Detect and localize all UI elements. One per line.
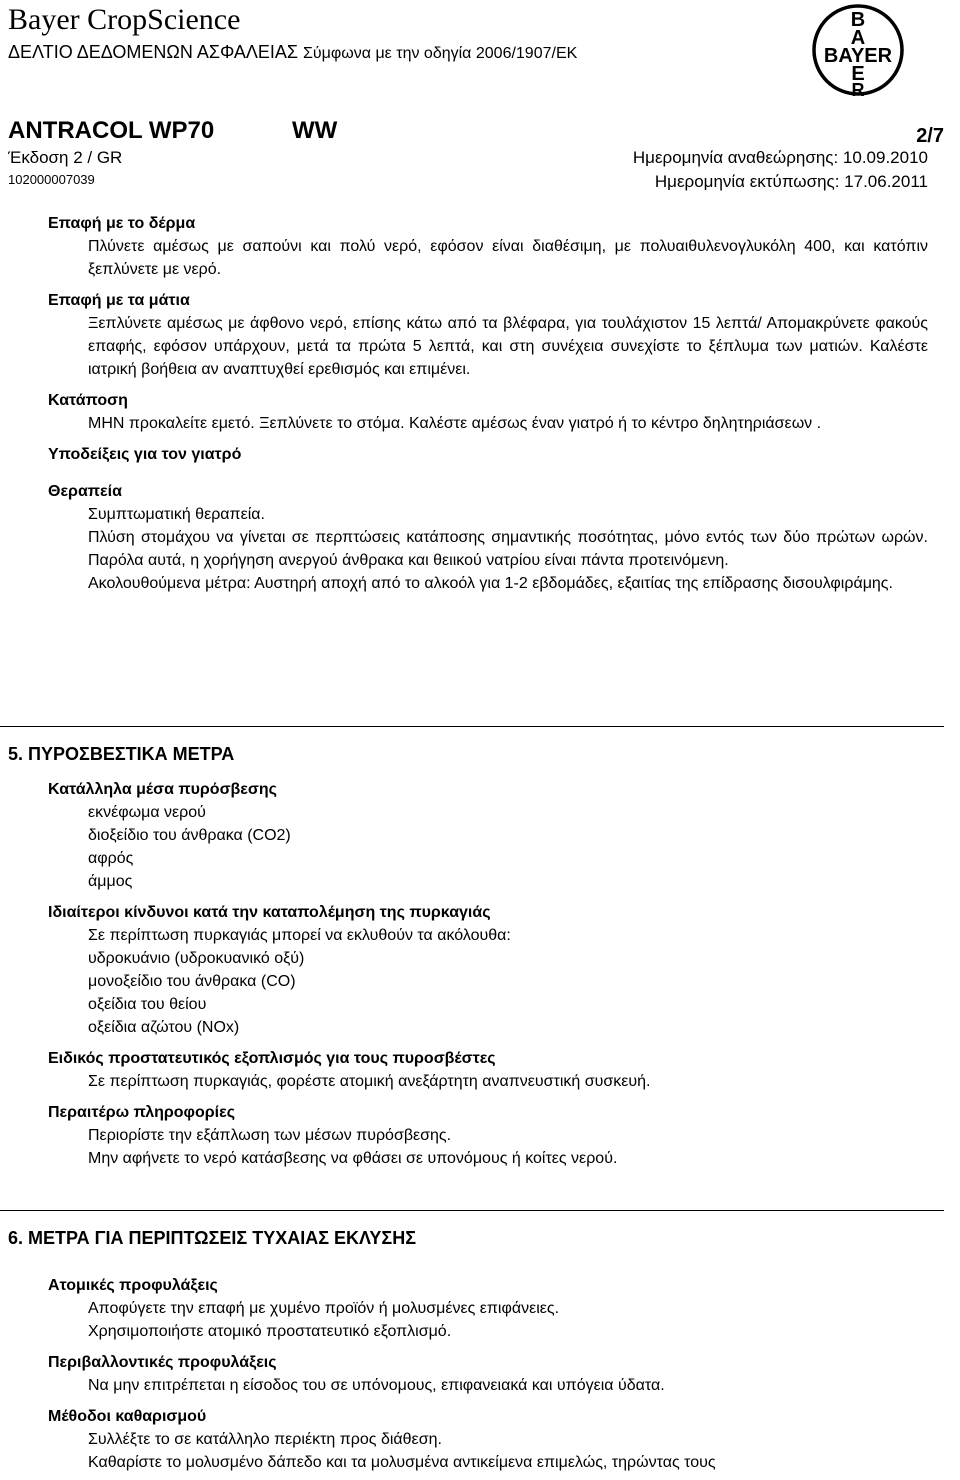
personal-precautions-item: Χρησιμοποιήστε ατομικό προστατευτικό εξοπλισμό.: [88, 1323, 452, 1340]
extinguishing-media-item: διοξείδιο του άνθρακα (CO2): [88, 827, 291, 844]
treatment-line: Πλύση στομάχου να γίνεται σε περπτώσεις κατάποσης σημαντικής ποσότητας, μόνο εντός των δύο πρώτων ωρών. Παρόλα αυτά, η χορήγηση ανεργού άνθρακα και θειικού νατρίου είναι πάντα προτεινόμενη.: [88, 529, 928, 569]
environmental-precautions-text: Να μην επιτρέπεται η είσοδος του σε υπόνομους, επιφανειακά και υπόγεια ύδατα.: [88, 1377, 665, 1394]
extinguishing-media-item: άμμος: [88, 873, 133, 890]
fire-hazards-item: Σε περίπτωση πυρκαγιάς μπορεί να εκλυθούν τα ακόλουθα:: [88, 927, 511, 944]
extinguishing-media-item: αφρός: [88, 850, 134, 867]
fire-hazards-item: μονοξείδιο του άνθρακα (CO): [88, 973, 296, 990]
skin-contact-text: Πλύνετε αμέσως με σαπούνι και πολύ νερό, εφόσον είναι διαθέσιμη, με πολυαιθυλενογλυκόλη 400, και κατόπιν ξεπλύνετε με νερό.: [88, 238, 928, 278]
fire-hazards-item: οξείδια αζώτου (NOx): [88, 1019, 240, 1036]
section-5-block: [48, 778, 928, 1170]
further-info-item: Μην αφήνετε το νερό κατάσβεσης να φθάσει σε υπονόμους ή κοίτες νερού.: [88, 1150, 618, 1167]
cleaning-methods-item: Συλλέξτε το σε κατάλληλο περιέκτη προς διάθεση.: [88, 1431, 442, 1448]
bayer-logo: [812, 2, 904, 98]
page-number: 2/7: [916, 125, 944, 147]
company-name: Bayer CropScience: [8, 3, 241, 36]
section-divider: [0, 726, 944, 727]
version-label: Έκδοση 2 / GR: [8, 148, 123, 167]
svg-text:R: R: [851, 80, 865, 98]
further-info-heading: Περαιτέρω πληροφορίες: [48, 1104, 236, 1121]
doctor-notes-heading: Υποδείξεις για τον γιατρό: [48, 446, 242, 463]
environmental-precautions-heading: Περιβαλλοντικές προφυλάξεις: [48, 1354, 277, 1371]
ingestion-text: ΜΗΝ προκαλείτε εμετό. Ξεπλύνετε το στόμα. Καλέστε αμέσως έναν γιατρό ή το κέντρο δηλητηριάσεων .: [88, 415, 822, 432]
eye-contact-heading: Επαφή με τα μάτια: [48, 292, 190, 309]
svg-text:E: E: [851, 63, 865, 85]
personal-precautions-heading: Ατομικές προφυλάξεις: [48, 1277, 218, 1294]
section-divider: [0, 1210, 944, 1211]
product-name: ANTRACOL WP70: [8, 117, 215, 144]
cleaning-methods-heading: Μέθοδοι καθαρισμού: [48, 1408, 207, 1425]
section-6-title: 6. ΜΕΤΡΑ ΓΙΑ ΠΕΡΙΠΤΩΣΕΙΣ ΤΥΧΑΙΑΣ ΕΚΛΥΣΗΣ: [8, 1228, 417, 1248]
treatment-line: Συμπτωματική θεραπεία.: [88, 506, 265, 523]
revision-date: Ημερομηνία αναθεώρησης: 10.09.2010: [632, 148, 928, 167]
svg-text:A: A: [850, 27, 866, 49]
svg-text:BAYER: BAYER: [823, 45, 893, 67]
eye-contact-text: Ξεπλύνετε αμέσως με άφθονο νερό, επίσης κάτω από τα βλέφαρα, για τουλάχιστον 15 λεπτά/ Απομακρύνετε φακούς επαφής, εφόσον υπάρχουν, μετά τα πρώτα 5 λεπτά, και στη συνέχεια συνεχίστε το ξέπλυμα των ματιών. Καλέστε ιατρική βοήθεια αν αναπτυχθεί ερεθισμός και επιμένει.: [88, 315, 928, 378]
ingestion-heading: Κατάποση: [48, 392, 128, 409]
document-title-text: ΔΕΛΤΙΟ ΔΕΔΟΜΕΝΩΝ ΑΣΦΑΛΕΙΑΣ: [8, 42, 299, 62]
regulation-reference: Σύμφωνα με την οδηγία 2006/1907/ΕΚ: [303, 45, 578, 62]
fire-hazards-heading: Ιδιαίτεροι κίνδυνοι κατά την καταπολέμηση της πυρκαγιάς: [48, 904, 491, 921]
further-info-item: Περιορίστε την εξάπλωση των μέσων πυρόσβεσης.: [88, 1127, 452, 1144]
skin-contact-heading: Επαφή με το δέρμα: [48, 215, 196, 232]
cleaning-methods-item: Καθαρίστε το μολυσμένο δάπεδο και τα μολυσμένα αντικείμενα επιμελώς, τηρώντας τους: [88, 1454, 716, 1471]
treatment-heading: Θεραπεία: [48, 483, 122, 500]
extinguishing-media-item: εκνέφωμα νερού: [88, 804, 206, 821]
fire-hazards-item: οξείδια του θείου: [88, 996, 207, 1013]
print-date: Ημερομηνία εκτύπωσης: 17.06.2011: [654, 172, 928, 191]
svg-text:B: B: [850, 9, 866, 31]
fire-hazards-item: υδροκυάνιο (υδροκυανικό οξύ): [88, 950, 305, 967]
protective-equipment-text: Σε περίπτωση πυρκαγιάς, φορέστε ατομική ανεξάρτητη αναπνευστική συσκευή.: [88, 1073, 651, 1090]
material-number: 102000007039: [8, 172, 95, 187]
product-variant: WW: [292, 117, 338, 144]
treatment-line: Ακολουθούμενα μέτρα: Αυστηρή αποχή από το αλκοόλ για 1-2 εβδομάδες, εξαιτίας της επίδρασης δισουλφιράμης.: [88, 575, 893, 592]
protective-equipment-heading: Ειδικός προστατευτικός εξοπλισμός για τους πυροσβέστες: [48, 1050, 496, 1067]
first-aid-block: [48, 212, 928, 595]
extinguishing-media-heading: Κατάλληλα μέσα πυρόσβεσης: [48, 781, 277, 798]
personal-precautions-item: Αποφύγετε την επαφή με χυμένο προϊόν ή μολυσμένες επιφάνειες.: [88, 1300, 560, 1317]
section-6-block: [48, 1274, 928, 1474]
section-5-title: 5. ΠΥΡΟΣΒΕΣΤΙΚΑ ΜΕΤΡΑ: [8, 744, 235, 764]
document-title: [8, 40, 577, 66]
